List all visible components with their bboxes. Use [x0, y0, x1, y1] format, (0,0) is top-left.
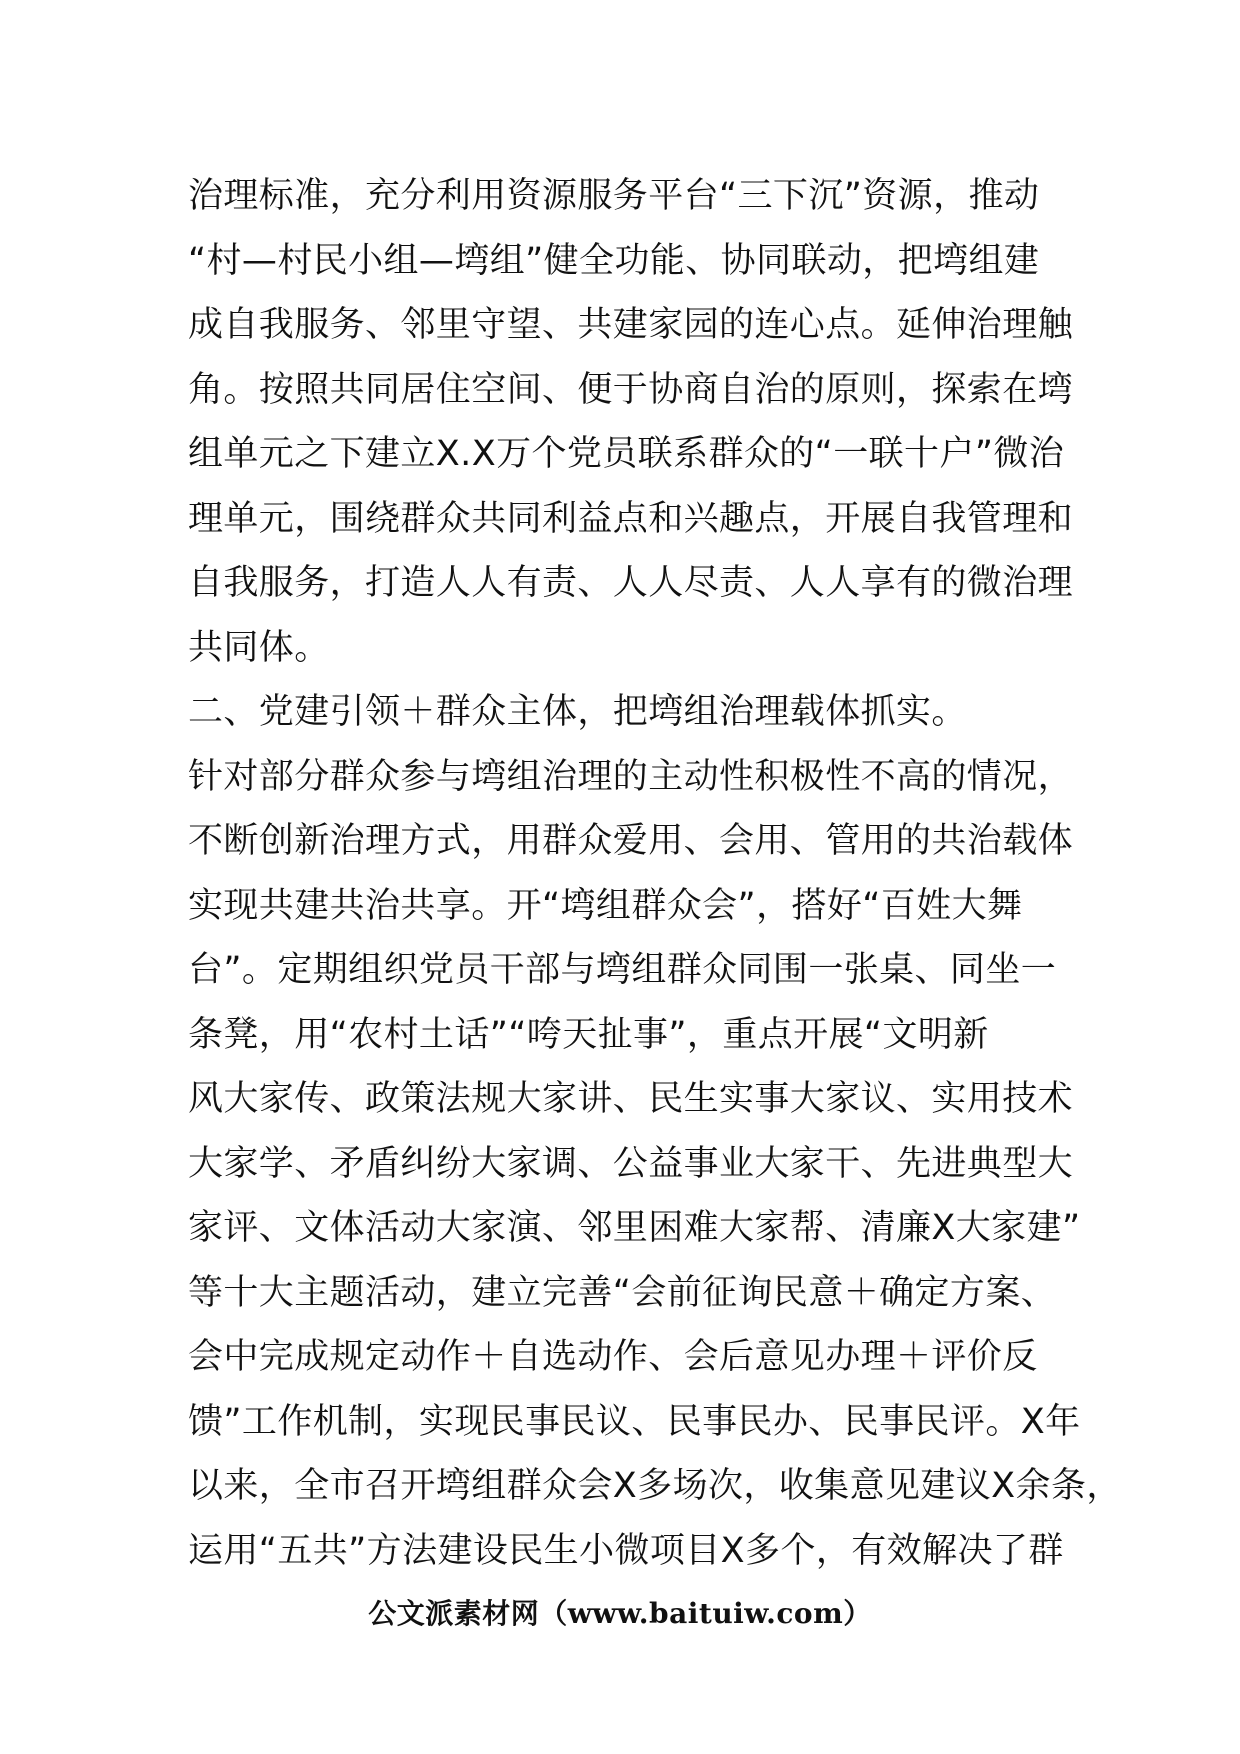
- body-line: 馈”工作机制，实现民事民议、民事民办、民事民评。X年: [188, 1401, 1081, 1442]
- body-line: 台”。定期组织党员干部与塆组群众同围一张桌、同坐一: [188, 950, 1057, 990]
- body-line: 自我服务，打造人人有责、人人尽责、人人享有的微治理: [188, 563, 1074, 603]
- body-line: 实现共建共治共享。开“塆组群众会”，搭好“百姓大舞: [188, 885, 1023, 926]
- footer-watermark: 公文派素材网（www.baituiw.com）: [368, 1597, 872, 1630]
- body-line: 大家学、矛盾纠纷大家调、公益事业大家干、先进典型大: [188, 1143, 1074, 1184]
- body-line: 针对部分群众参与塆组治理的主动性积极性不高的情况，: [188, 756, 1074, 797]
- body-line: “村—村民小组—塆组”健全功能、协同联动，把塆组建: [188, 240, 1040, 281]
- body-line: 成自我服务、邻里守望、共建家园的连心点。延伸治理触: [188, 305, 1074, 345]
- body-line: 不断创新治理方式，用群众爱用、会用、管用的共治载体: [188, 821, 1074, 861]
- body-line: 组单元之下建立X.X万个党员联系群众的“一联十户”微治: [188, 434, 1065, 474]
- body-line: 治理标准，充分利用资源服务平台“三下沉”资源，推动: [188, 176, 1040, 216]
- body-line: 运用“五共”方法建设民生小微项目X多个，有效解决了群: [188, 1530, 1064, 1571]
- body-line: 理单元，围绕群众共同利益点和兴趣点，开展自我管理和: [188, 498, 1074, 539]
- body-line: 家评、文体活动大家演、邻里困难大家帮、清廉X大家建”: [188, 1208, 1081, 1248]
- document-body: [188, 164, 1122, 1583]
- body-line: 会中完成规定动作＋自选动作、会后意见办理＋评价反: [188, 1337, 1038, 1377]
- body-line: 以来，全市召开塆组群众会X多场次，收集意见建议X余条，: [188, 1466, 1122, 1506]
- body-line: 共同体。: [188, 627, 330, 668]
- body-line: 风大家传、政策法规大家讲、民生实事大家议、实用技术: [188, 1079, 1074, 1119]
- body-line: 角。按照共同居住空间、便于协商自治的原则，探索在塆: [188, 369, 1074, 410]
- body-line: 等十大主题活动，建立完善“会前征询民意＋确定方案、: [188, 1272, 1057, 1313]
- body-line: 条凳，用“农村土话”“咵天扯事”，重点开展“文明新: [188, 1014, 989, 1055]
- section-heading: 二、党建引领＋群众主体，把塆组治理载体抓实。: [188, 692, 967, 732]
